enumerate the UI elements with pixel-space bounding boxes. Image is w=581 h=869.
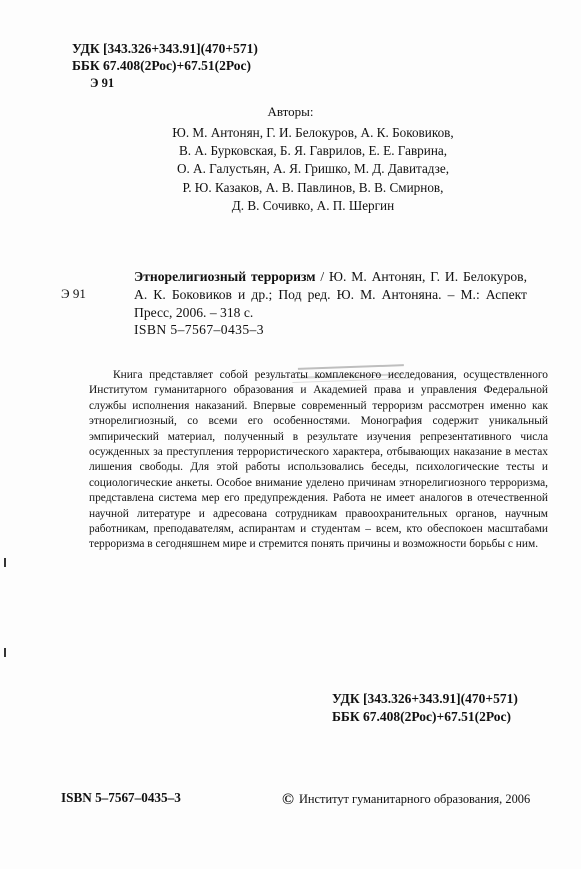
- authors-line: Ю. М. Антонян, Г. И. Белокуров, А. К. Боковиков,: [172, 125, 454, 140]
- annotation-text: Книга представляет собой результаты комплексного исследования, осуществленного Институтом гуманитарного образования и Академией права и управления Федеральной службы исполнения наказаний. Впервые современный терроризм рассмотрен именно как этнорелигиозный, со всеми его особенностями. Монография содержит уникальный эмпирический материал, полученный в результате изучения репрезентативного числа осужденных за преступления террористического характера, отбывающих наказание в местах лишения свободы. Для этой работы использовались беседы, психологические тесты и социологические анкеты. Особое внимание уделено причинам этнорелигиозного терроризма, представлена система мер его предупреждения. Работа не имеет аналогов в отечественной научной литературе и адресована сотрудникам правоохранительных органов, научным работникам, преподавателям, аспирантам и студентам – всем, кто обеспокоен масштабами терроризма в сегодняшнем мире и стремится понять причины и возможности борьбы с ним.: [89, 369, 548, 551]
- udk-code-bottom: УДК [343.326+343.91](470+571): [332, 691, 518, 706]
- bbk-code-top: ББК 67.408(2Рос)+67.51(2Рос): [72, 58, 251, 73]
- udk-code-top: УДК [343.326+343.91](470+571): [72, 41, 258, 56]
- authors-line: Д. В. Сочивко, А. П. Шергин: [231, 197, 395, 213]
- bibliographic-details: / Ю. М. Антонян, Г. И. Белокуров, А. К. Боковиков и др.; Под ред. Ю. М. Антоняна. – М.: Аспект Пресс, 2006. – 318 с.: [134, 269, 527, 320]
- udc-block-top: [72, 40, 332, 74]
- isbn-record: ISBN 5–7567–0435–3: [134, 322, 264, 337]
- authors-list: [125, 124, 501, 215]
- authors-label: Авторы:: [267, 104, 314, 119]
- udc-block-bottom: [332, 690, 518, 726]
- bibliographic-record: [134, 268, 527, 322]
- isbn-footer: ISBN 5–7567–0435–3: [61, 790, 181, 805]
- authors-line: О. А. Галустьян, А. Я. Гришко, М. Д. Давитадзе,: [176, 161, 450, 177]
- copyright-holder: Институт гуманитарного образования, 2006: [298, 792, 531, 806]
- author-mark-bib: Э 91: [61, 286, 86, 301]
- authors-line: В. А. Бурковская, Б. Я. Гаврилов, Е. Е. Гаврина,: [178, 143, 448, 159]
- scan-edge-mark: [4, 648, 6, 657]
- author-mark-top: Э 91: [90, 76, 115, 90]
- bbk-code-bottom: ББК 67.408(2Рос)+67.51(2Рос): [332, 709, 511, 724]
- authors-line: Р. Ю. Казаков, А. В. Павлинов, В. В. Смирнов,: [182, 179, 444, 195]
- copyright-icon: ©: [282, 791, 294, 808]
- book-title: Этнорелигиозный терроризм: [134, 269, 316, 284]
- copyright-line: [282, 790, 530, 808]
- scan-edge-mark: [4, 558, 6, 567]
